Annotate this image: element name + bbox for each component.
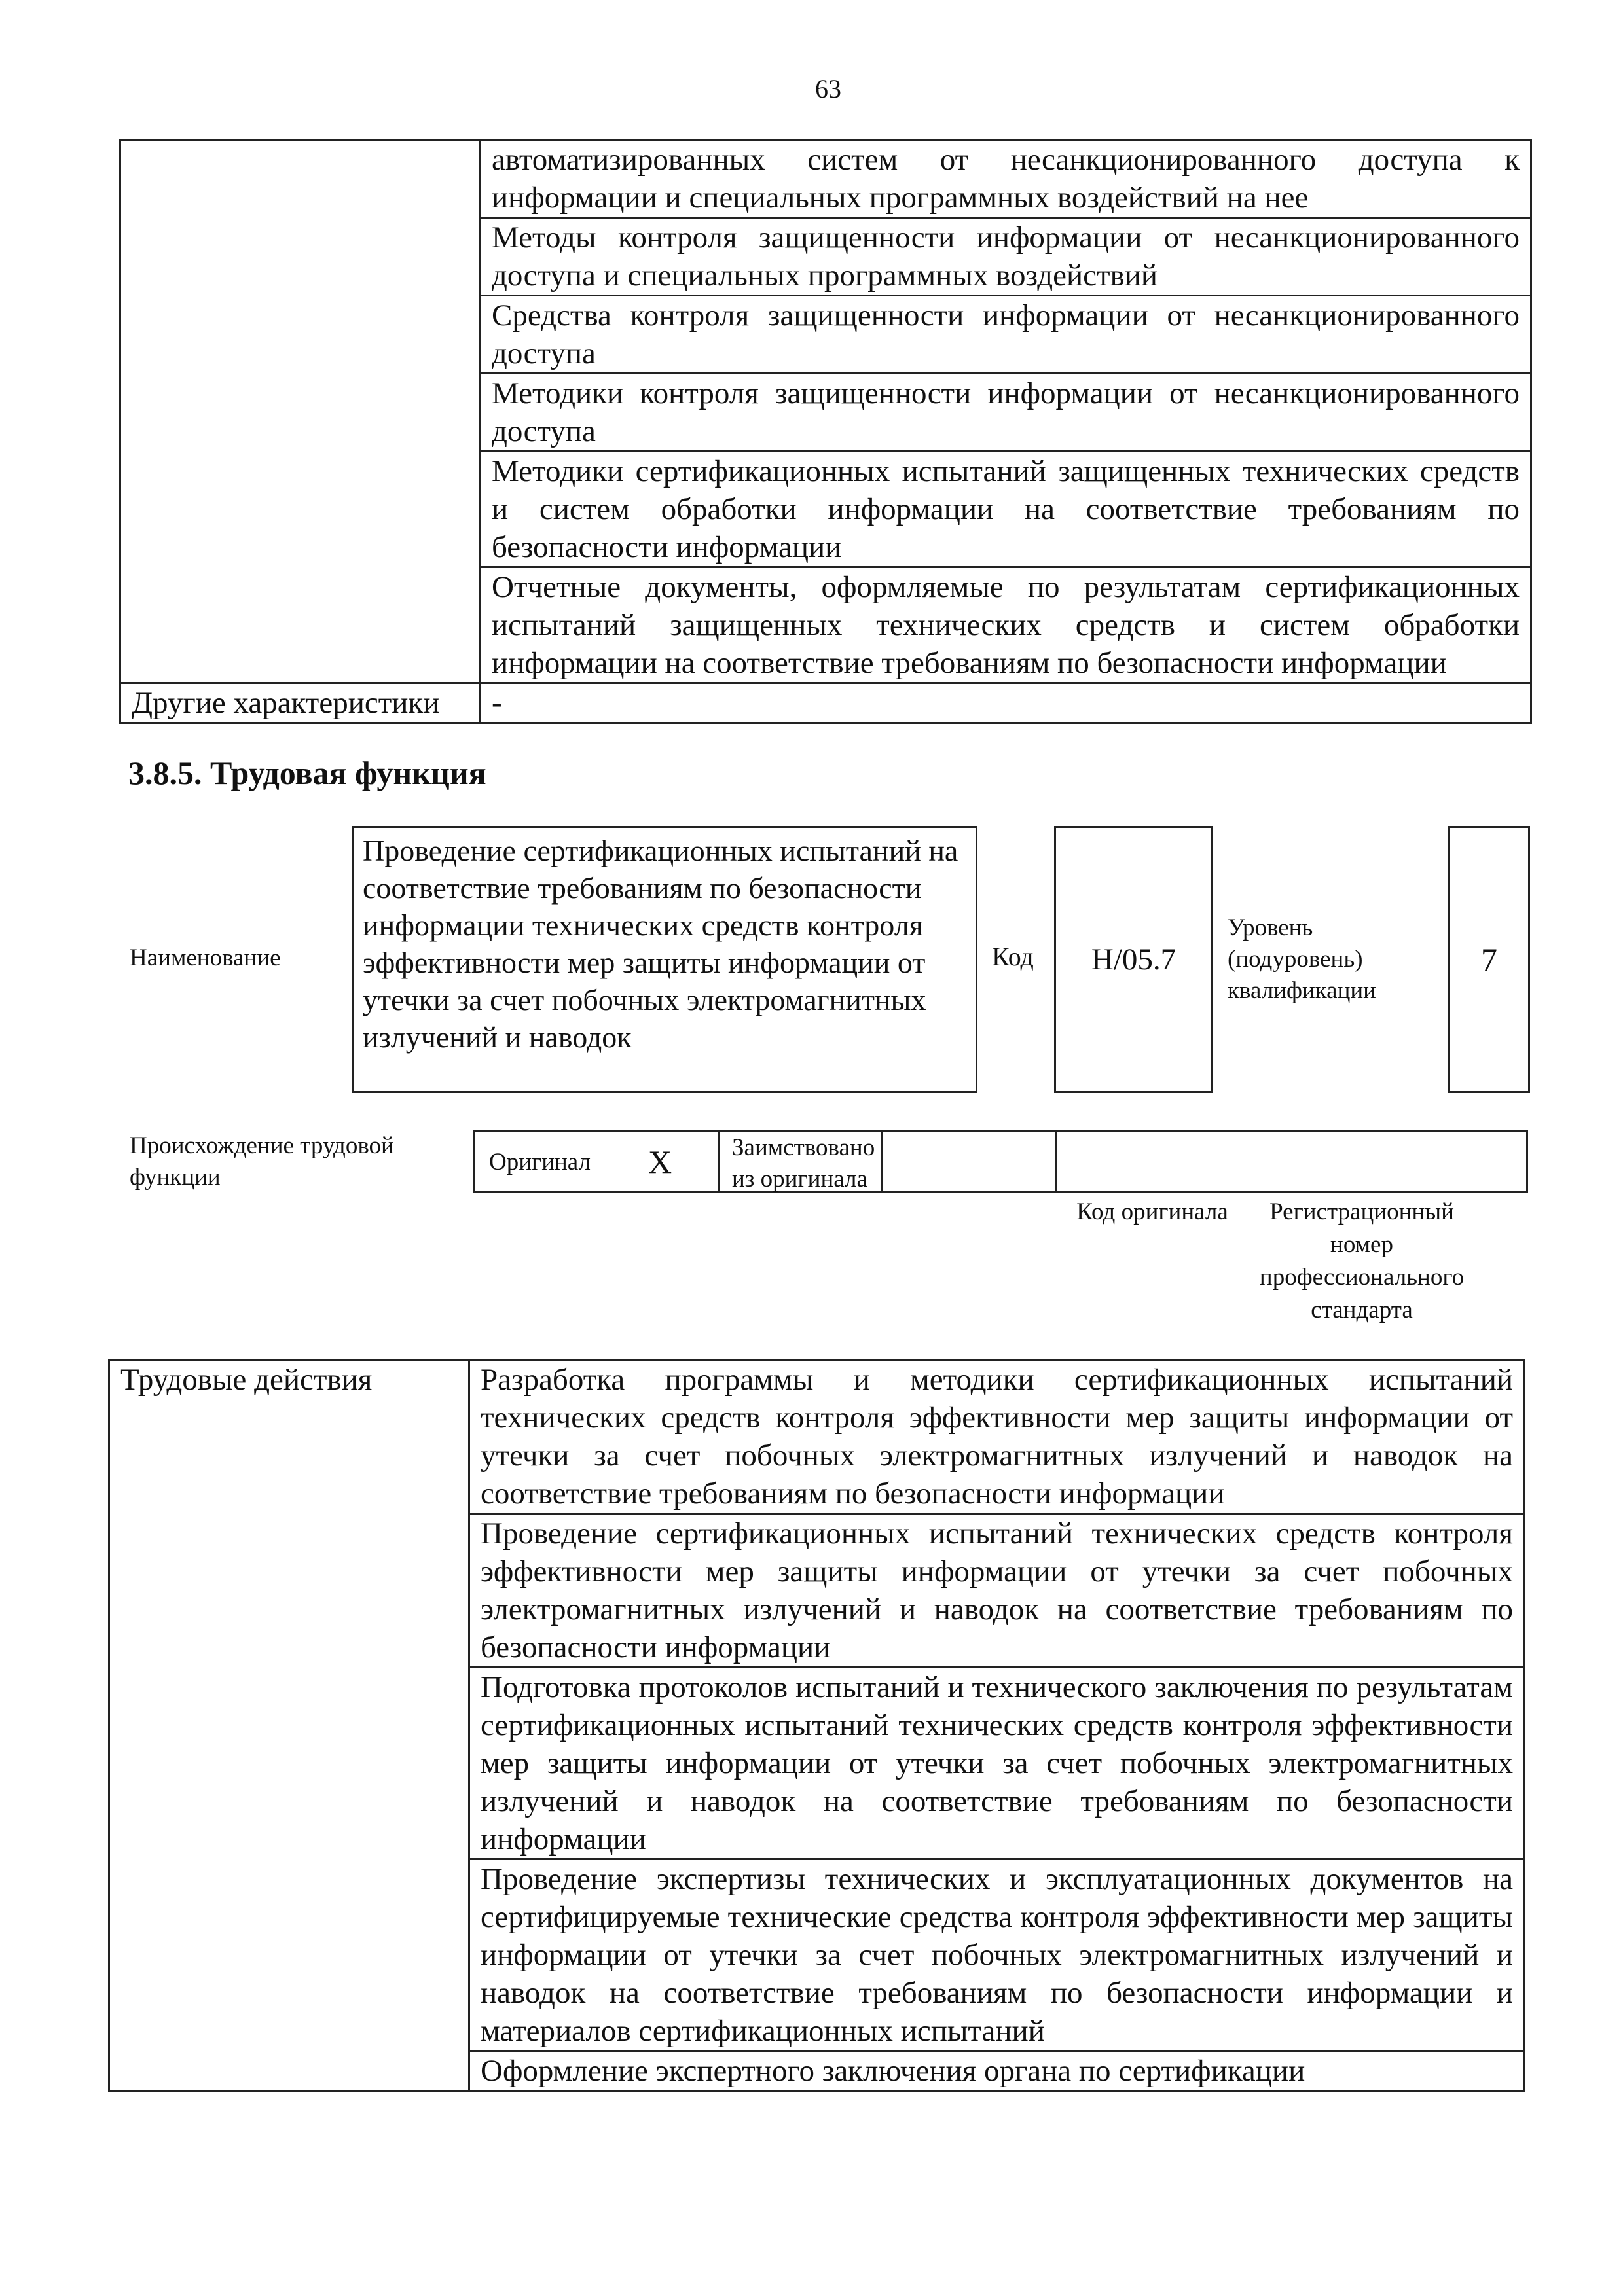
reg-number-caption: Регистрационный номер профессионального стандарта (1259, 1198, 1465, 1323)
labor-actions-label: Трудовые действия (109, 1360, 469, 2091)
knowledge-cell: Методы контроля защищенности информации от несанкционированного доступа и специальных программных воздействий (481, 218, 1531, 296)
section-heading: 3.8.5. Трудовая функция (128, 755, 486, 791)
labor-action-cell: Оформление экспертного заключения органа по сертификации (469, 2051, 1525, 2091)
code-box (1054, 826, 1213, 1093)
original-code-cell (881, 1130, 1057, 1193)
table-row (109, 1360, 1525, 1514)
level-value: 7 (1481, 941, 1497, 978)
knowledge-cell: Средства контроля защищенности информации от несанкционированного доступа (481, 296, 1531, 374)
page-number: 63 (815, 74, 841, 103)
original-mark: X (648, 1143, 672, 1180)
reg-number-cell (1055, 1130, 1528, 1193)
level-box (1448, 826, 1530, 1093)
original-cell (473, 1130, 720, 1193)
origin-row (473, 1130, 1528, 1193)
labor-action-cell: Разработка программы и методики сертификационных испытаний технических средств контроля эффективности мер защиты информации от утечки за счет побочных электромагнитных излучений и наводок на соответствие требованиям по безопасности информации (469, 1360, 1525, 1514)
borrowed-cell (718, 1130, 883, 1193)
knowledge-cell: Отчетные документы, оформляемые по результатам сертификационных испытаний защищенных технических средств и систем обработки информации на соответствие требованиям по безопасности информации (481, 567, 1531, 683)
knowledge-cell: Методики контроля защищенности информации от несанкционированного доступа (481, 374, 1531, 452)
other-characteristics-value: - (481, 683, 1531, 723)
original-code-caption: Код оригинала (1076, 1198, 1228, 1225)
labor-action-cell: Проведение сертификационных испытаний технических средств контроля эффективности мер защиты информации от утечки за счет побочных электромагнитных излучений и наводок на соответствие требованиям по безопасности информации (469, 1514, 1525, 1668)
labor-action-cell: Подготовка протоколов испытаний и технического заключения по результатам сертификационных испытаний технических средств контроля эффективности мер защиты информации от утечки за счет побочных электромагнитных излучений и наводок на соответствие требованиям по безопасности информации (469, 1668, 1525, 1859)
borrowed-label: Заимствовано из оригинала (732, 1134, 875, 1193)
lead-cell-empty (120, 140, 481, 683)
table-row (120, 683, 1531, 723)
knowledge-table (119, 139, 1532, 724)
original-label: Оригинал (489, 1149, 591, 1175)
name-label: Наименование (130, 944, 281, 971)
level-label: Уровень (подуровень) квалификации (1228, 914, 1376, 1004)
code-value: H/05.7 (1091, 942, 1176, 977)
knowledge-cell: автоматизированных систем от несанкционированного доступа к информации и специальных программных воздействий на нее (481, 140, 1531, 218)
labor-actions-table (108, 1359, 1525, 2092)
code-label: Код (992, 942, 1034, 971)
origin-label: Происхождение трудовой функции (130, 1132, 394, 1191)
labor-action-cell: Проведение экспертизы технических и эксплуатационных документов на сертифицируемые технические средства контроля эффективности мер защиты информации от утечки за счет побочных электромагнитных излучений и наводок на соответствие требованиям по безопасности информации и материалов сертификационных испытаний (469, 1859, 1525, 2051)
table-row (120, 140, 1531, 218)
knowledge-cell: Методики сертификационных испытаний защищенных технических средств и систем обработки информации на соответствие требованиям по безопасности информации (481, 452, 1531, 567)
function-name-box: Проведение сертификационных испытаний на соответствие требованиям по безопасности информации технических средств контроля эффективности мер защиты информации от утечки за счет побочных электромагнитных излучений и наводок (352, 826, 977, 1093)
other-characteristics-label: Другие характеристики (120, 683, 481, 723)
